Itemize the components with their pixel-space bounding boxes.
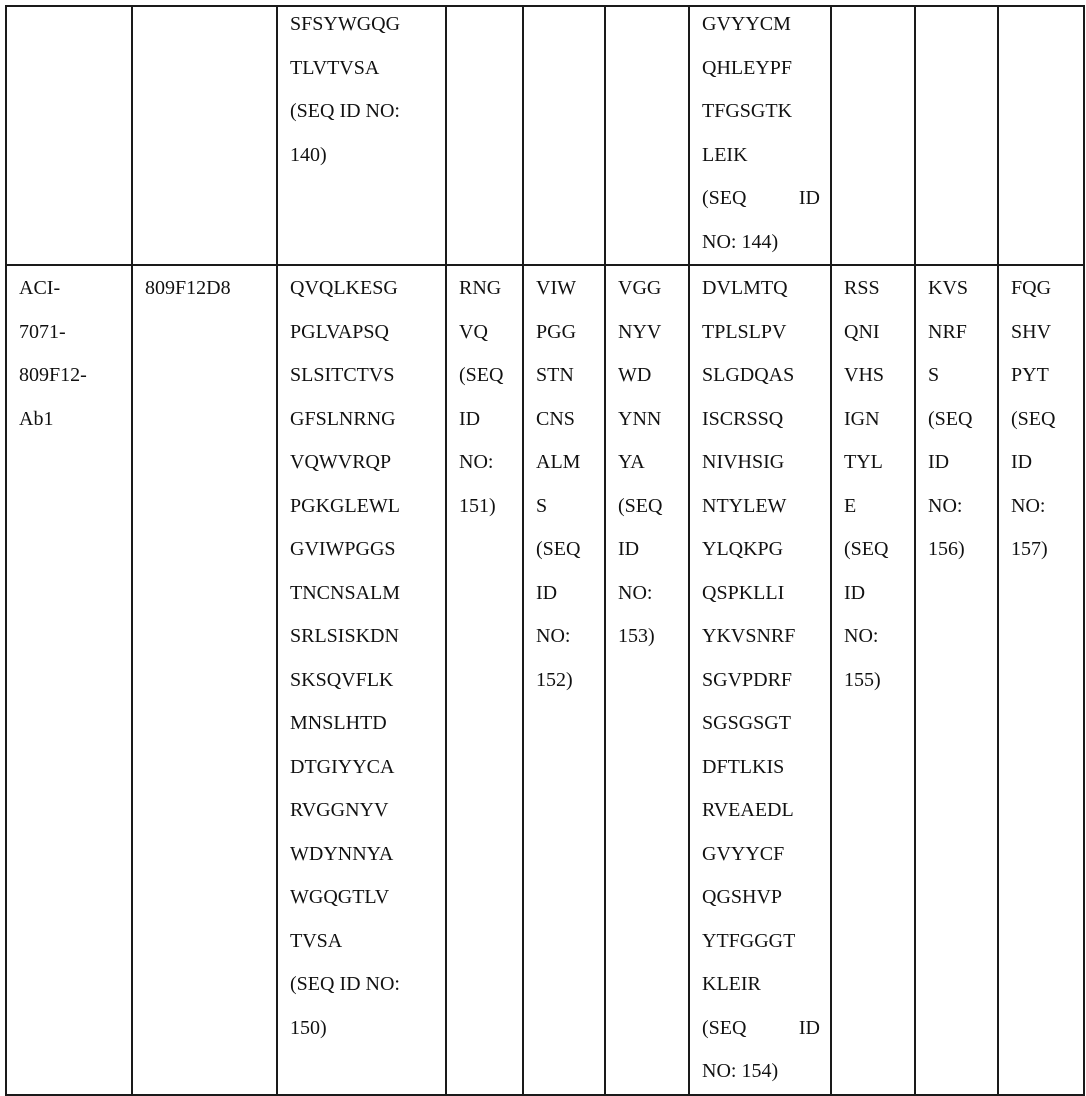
cell-line: 152) [536,668,573,691]
cell-line: (SEQ [618,494,663,517]
cell-line: NO: [1011,494,1046,517]
cell-line: VHS [844,364,885,386]
cell-line: FQG [1011,277,1052,299]
cell-line: YKVSNRF [702,625,796,647]
cell-line: YNN [618,407,662,430]
cell-line: (SEQ ID NO: [290,973,400,995]
cell-line: NO: 154) [702,1060,779,1082]
cell-line: QHLEYPF [702,56,793,79]
cell-line: LEIK [702,143,748,166]
cell-line: ISCRSSQ [702,407,784,430]
cell-line: RVGGNYV [290,799,389,821]
cell-line: ID [618,538,640,560]
cell-line: QGSHVP [702,886,783,908]
lcdr1-cell [831,265,915,1095]
antibody-name-cell [6,6,132,265]
cell-line: (SEQ [844,538,889,560]
cell-line: 809F12D8 [145,277,231,299]
cell-line: 153) [618,625,655,647]
cell-line: NTYLEW [702,494,787,517]
cell-line: NRF [928,320,967,343]
cell-line: GVIWPGGS [290,538,396,560]
cell-line: 155) [844,668,881,691]
cell-line: 7071- [19,320,66,343]
cell-line-part: (SEQ [702,187,747,209]
cell-line: 151) [459,494,496,517]
cell-line: SFSYWGQG [290,13,401,35]
cell-line: ACI- [19,277,61,299]
hcdr3-cell [605,6,689,265]
cell-line: SKSQVFLK [290,668,394,691]
cell-line: SLGDQAS [702,364,795,386]
cell-line: QVQLKESG [290,277,398,299]
cell-line: 809F12- [19,364,87,386]
cell-line: NO: 144) [702,230,779,253]
clone-cell [132,6,277,265]
cell-line [702,1007,830,1051]
cell-line-part: ID [798,1016,820,1039]
cell-line: (SEQ [1011,407,1056,430]
lcdr2-cell [915,6,998,265]
cell-line: S [928,364,940,386]
cell-line: TFGSGTK [702,100,793,122]
lcdr1-cell [831,6,915,265]
table-row [6,6,1084,265]
vh-sequence-cell [277,265,446,1095]
cell-line: RSS [844,277,880,299]
cell-line: PGKGLEWL [290,494,400,517]
cell-line: (SEQ [459,364,504,386]
cell-line: WGQGTLV [290,886,390,908]
cell-line: TYL [844,451,883,473]
cell-line: DFTLKIS [702,755,785,778]
cell-line: PGLVAPSQ [290,320,389,343]
cell-line: QNI [844,320,880,343]
cell-line: CNS [536,407,575,430]
cell-line: 150) [290,1016,327,1039]
lcdr3-cell [998,265,1084,1095]
hcdr1-cell [446,265,523,1095]
cell-line: PGG [536,320,577,343]
cell-line: YA [618,451,645,473]
cell-line-part: (SEQ [702,1016,747,1039]
cell-line: YLQKPG [702,538,784,560]
cell-line: 140) [290,143,327,166]
lcdr3-cell [998,6,1084,265]
cell-line: NO: [844,625,879,647]
cell-line: MNSLHTD [290,712,387,734]
cell-line: SRLSISKDN [290,625,399,647]
cell-line: QSPKLLI [702,581,785,604]
cell-line: (SEQ ID NO: [290,100,400,122]
lcdr2-cell [915,265,998,1095]
clone-cell [132,265,277,1095]
cell-line: SLSITCTVS [290,364,395,386]
antibody-name-cell [6,265,132,1095]
cell-line: NIVHSIG [702,451,785,473]
vl-sequence-cell [689,265,831,1095]
vh-sequence-cell [277,6,446,265]
cell-line: STN [536,364,574,386]
cell-line: NYV [618,320,662,343]
cell-line: ALM [536,451,581,473]
cell-line: TVSA [290,929,343,952]
cell-line: TLVTVSA [290,56,380,79]
cell-line: DVLMTQ [702,277,788,299]
cell-line: VQ [459,320,488,343]
cell-line: NO: [618,581,653,604]
cell-line: ID [1011,451,1033,473]
cell-line: WDYNNYA [290,842,394,865]
hcdr2-cell [523,265,605,1095]
cell-line: VIW [536,277,576,299]
table-row [6,265,1084,1095]
cell-line: (SEQ [536,538,581,560]
hcdr1-cell [446,6,523,265]
cell-line: E [844,494,857,517]
cell-line: ID [844,581,866,604]
hcdr2-cell [523,6,605,265]
cell-line: S [536,494,548,517]
cell-line: 156) [928,538,965,560]
cell-line: Ab1 [19,407,54,430]
antibody-sequence-table [5,5,1085,1096]
cell-line: TPLSLPV [702,320,787,343]
cell-line: KLEIR [702,973,761,995]
cell-line: ID [928,451,950,473]
cell-line: (SEQ [928,407,973,430]
cell-line: KVS [928,277,969,299]
cell-line: GFSLNRNG [290,407,396,430]
cell-line: 157) [1011,538,1048,560]
cell-line: DTGIYYCA [290,755,395,778]
cell-line: VQWVRQP [290,451,392,473]
cell-line [702,177,830,221]
cell-line: TNCNSALM [290,581,401,604]
cell-line: PYT [1011,364,1049,386]
cell-line: NO: [459,451,494,473]
cell-line: RVEAEDL [702,799,794,821]
cell-line: ID [459,407,481,430]
cell-line: IGN [844,407,880,430]
cell-line: SGVPDRF [702,668,793,691]
cell-line-part: ID [798,187,820,209]
cell-line: WD [618,364,652,386]
cell-line: RNG [459,277,502,299]
cell-line: NO: [536,625,571,647]
cell-line: YTFGGGT [702,929,796,952]
cell-line: SHV [1011,320,1052,343]
vl-sequence-cell [689,6,831,265]
cell-line: GVYYCF [702,842,785,865]
cell-line: SGSGSGT [702,712,791,734]
cell-line: ID [536,581,558,604]
cell-line: VGG [618,277,662,299]
hcdr3-cell [605,265,689,1095]
cell-line: NO: [928,494,963,517]
cell-line: GVYYCM [702,13,791,35]
